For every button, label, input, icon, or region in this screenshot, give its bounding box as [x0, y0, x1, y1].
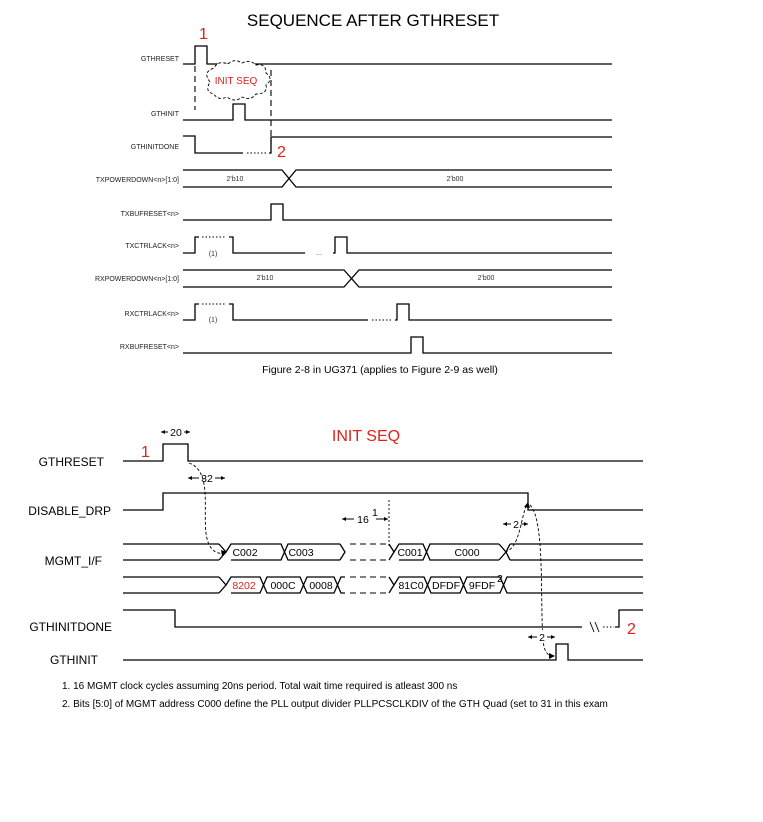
tx-pd-val-1: 2'b00	[446, 176, 464, 183]
timing-16-label: 16	[357, 514, 369, 526]
label-gthreset-top: GTHRESET	[140, 56, 179, 63]
label-mgmt-if: MGMT_I/F	[44, 554, 102, 568]
mgmt-row1-0: C002	[232, 547, 258, 559]
timing-2b-label: 2	[539, 632, 545, 644]
bus-mgmt-row1	[123, 544, 643, 560]
timing-2-b	[528, 630, 555, 644]
label-rxbufreset: RXBUFRESET<n>	[119, 344, 179, 351]
wave-gthinit-bottom	[123, 644, 643, 660]
bottom-marker-2: 2	[627, 621, 636, 638]
label-txbufreset: TXBUFRESET<n>	[120, 211, 179, 218]
wave-disable-drp	[123, 493, 643, 510]
note-2: 2. Bits [5:0] of MGMT address C000 define the PLL output divider PLLPCSCLKDIV of the GTH Quad (set to 31 in this exam	[62, 699, 608, 710]
timing-32-label: 32	[201, 473, 213, 485]
wave-gthinit-top	[183, 104, 612, 120]
timing-16	[342, 507, 388, 526]
wave-rxbufreset	[183, 337, 612, 353]
mgmt-row1-2: C001	[397, 547, 423, 559]
mgmt-row1-3: C000	[454, 547, 480, 559]
mgmt-row2-5: 9FDF	[468, 580, 496, 592]
mgmt-row2-1: 000C	[270, 580, 296, 592]
mgmt-row2-2: 0008	[309, 580, 333, 592]
mgmt-row2-4: DFDF	[432, 580, 460, 592]
timing-32	[188, 471, 225, 485]
note-1: 1. 16 MGMT clock cycles assuming 20ns period. Total wait time required is atleast 300 ns	[62, 681, 458, 692]
label-txpowerdown: TXPOWERDOWN<n>[1:0]	[95, 177, 179, 184]
label-disable-drp: DISABLE_DRP	[28, 504, 111, 518]
label-gthinit-top: GTHINIT	[151, 111, 179, 118]
wave-txbufreset	[183, 204, 612, 220]
break-mark-a	[590, 622, 594, 632]
tx-pd-val-0: 2'b10	[226, 176, 244, 183]
tx-note-mark: (1)	[208, 251, 218, 258]
mgmt-row2-3: 81C0	[398, 580, 424, 592]
wave-gthinitdone-top-high	[269, 137, 612, 153]
top-title: SEQUENCE AFTER GTHRESET	[246, 11, 500, 30]
bus-mgmt-row2	[123, 577, 643, 593]
rx-pd-val-1: 2'b00	[477, 275, 495, 282]
break-mark-b	[595, 622, 599, 632]
top-marker-1: 1	[199, 26, 208, 43]
mgmt-row2-0: 8202	[232, 580, 256, 592]
bus-txpowerdown	[183, 170, 612, 187]
wave-rxctrlack-c	[395, 304, 612, 320]
label-gthinitdone-bottom: GTHINITDONE	[29, 620, 112, 634]
bottom-marker-1: 1	[141, 444, 150, 461]
rx-note-mark: (1)	[208, 317, 218, 324]
top-caption: Figure 2-8 in UG371 (applies to Figure 2-9 as well)	[262, 364, 498, 376]
rx-pd-val-0: 2'b10	[256, 275, 274, 282]
wave-txctrlack-a	[183, 237, 199, 253]
cloud-label: INIT SEQ	[214, 76, 258, 87]
timing-2a-label: 2	[513, 519, 519, 531]
wave-rxctrlack-b	[229, 304, 368, 320]
wave-rxctrlack-a	[183, 304, 199, 320]
timing-2-a	[503, 517, 528, 531]
label-gthinitdone-top: GTHINITDONE	[130, 144, 179, 151]
tx-ellipsis: ...	[316, 250, 322, 257]
arrow-head-mgmt-to-drp	[524, 502, 530, 508]
wave-gthreset-bottom	[123, 444, 643, 461]
bottom-title: INIT SEQ	[331, 428, 401, 445]
mgmt-row1-1: C003	[288, 547, 314, 559]
timing-20	[161, 425, 190, 439]
timing-20-label: 20	[170, 427, 182, 439]
init-seq-cloud	[207, 61, 270, 100]
label-rxpowerdown: RXPOWERDOWN<n>[1:0]	[94, 276, 179, 283]
arrow-head-drp-to-gthinit	[549, 653, 555, 659]
wave-txctrlack-c	[333, 237, 612, 253]
label-txctrlack: TXCTRLACK<n>	[125, 243, 179, 250]
wave-txctrlack-b	[229, 237, 305, 253]
label-rxctrlack: RXCTRLACK<n>	[124, 311, 179, 318]
timing-16-sup: 1	[372, 507, 378, 519]
label-gthreset-bottom: GTHRESET	[38, 455, 104, 469]
label-gthinit-bottom: GTHINIT	[50, 653, 98, 667]
wave-gthinitdone-bottom	[123, 610, 582, 627]
bus-rxpowerdown	[183, 270, 612, 287]
mgmt-row2-sup: 2	[497, 573, 503, 585]
top-marker-2: 2	[277, 144, 286, 161]
wave-gthinitdone-top	[183, 136, 243, 153]
